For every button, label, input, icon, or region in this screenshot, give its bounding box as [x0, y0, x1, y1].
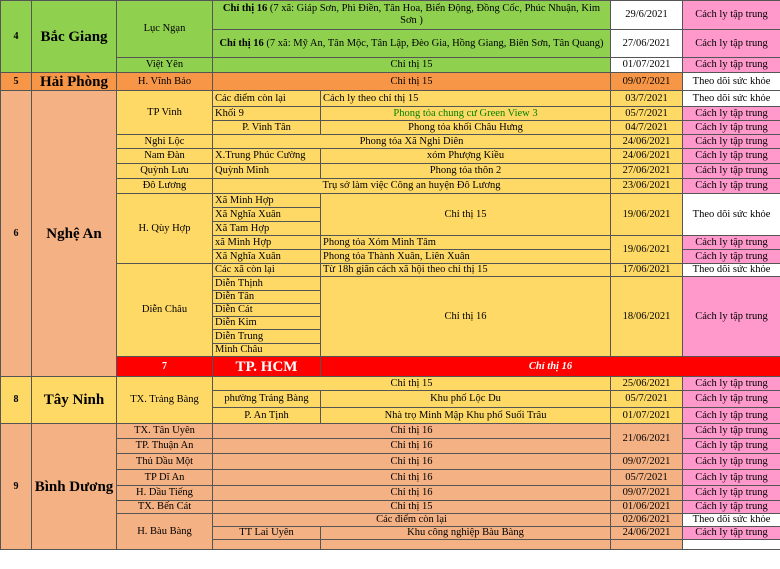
district-name: Lục Ngạn: [117, 1, 213, 58]
measure-cell: Phong tỏa Thành Xuân, Liên Xuân: [321, 250, 611, 264]
date-cell: 27/06/2021: [611, 164, 683, 179]
date-cell: 24/06/2021: [611, 135, 683, 149]
status-cell: Theo dõi sức khỏe: [683, 194, 780, 236]
status-cell: Cách ly tập trung: [683, 454, 780, 470]
province-name: Bắc Giang: [32, 1, 117, 73]
date-cell: 17/06/2021: [611, 264, 683, 277]
date-cell: 21/06/2021: [611, 424, 683, 454]
date-cell: 01/07/2021: [611, 408, 683, 424]
district-name: TP Dĩ An: [117, 470, 213, 486]
date-cell: 18/06/2021: [611, 277, 683, 357]
measure-cell: Phong tỏa Xóm Minh Tâm: [321, 236, 611, 250]
district-name: TX. Trảng Bàng: [117, 377, 213, 424]
status-cell: Cách ly tập trung: [683, 107, 780, 121]
date-cell: 01/06/2021: [611, 501, 683, 514]
measure-cell: Cách ly theo chỉ thị 15: [321, 91, 611, 107]
district-name: Đô Lương: [117, 179, 213, 194]
measure-cell: Trụ sở làm việc Công an huyện Đô Lương: [213, 179, 611, 194]
measure-cell: Chỉ thị 15: [213, 73, 611, 91]
measure-cell: Phong tỏa thôn 2: [321, 164, 611, 179]
date-cell: 24/06/2021: [611, 149, 683, 164]
area-cell: Các điểm còn lại: [213, 91, 321, 107]
measure-cell: Chỉ thị 15: [213, 377, 611, 391]
date-cell: 19/06/2021: [611, 194, 683, 236]
status-cell: Cách ly tập trung: [683, 164, 780, 179]
province-name: Nghệ An: [32, 91, 117, 377]
status-cell: Theo dõi sức khỏe: [683, 91, 780, 107]
status-cell: Cách ly tập trung: [683, 501, 780, 514]
date-cell: 25/06/2021: [611, 377, 683, 391]
district-name: Quỳnh Lưu: [117, 164, 213, 179]
status-cell: Cách ly tập trung: [683, 30, 780, 58]
date-cell: 04/7/2021: [611, 121, 683, 135]
date-cell: 05/7/2021: [611, 470, 683, 486]
district-name: Nghi Lộc: [117, 135, 213, 149]
measure-cell: Khu phố Lộc Du: [321, 391, 611, 408]
district-name: TX. Tân Uyên: [117, 424, 213, 439]
measure-cell: Chỉ thị 16 (7 xã: Mỹ An, Tân Mộc, Tân Lập, Đèo Gia, Hồng Giang, Biên Sơn, Tân Quang): [213, 30, 611, 58]
district-name: TX. Bến Cát: [117, 501, 213, 514]
status-cell: Cách ly tập trung: [683, 236, 780, 250]
province-name: Hải Phòng: [32, 73, 117, 91]
area-cell: Xã Minh Hợp: [213, 194, 321, 208]
status-cell: Cách ly tập trung: [683, 58, 780, 73]
district-name: H. Vĩnh Bảo: [117, 73, 213, 91]
measure-cell: Từ 18h giãn cách xã hội theo chỉ thị 15: [321, 264, 611, 277]
status-cell: Theo dõi sức khỏe: [683, 264, 780, 277]
date-cell: 27/06/2021: [611, 30, 683, 58]
measure-cell: Chỉ thị 16: [321, 277, 611, 357]
row-number: 4: [1, 1, 32, 73]
date-cell: 02/06/2021: [611, 514, 683, 527]
measure-cell: Chỉ thị 16: [213, 454, 611, 470]
area-cell: Diễn Tân: [213, 291, 321, 304]
measure-cell: Chỉ thị 16: [213, 439, 611, 454]
status-cell: Cách ly tập trung: [683, 277, 780, 357]
date-cell: 09/07/2021: [611, 73, 683, 91]
measure-cell: Khu công nghiệp Bàu Bàng: [321, 527, 611, 540]
status-cell: Cách ly tập trung: [683, 377, 780, 391]
row-number: 8: [1, 377, 32, 424]
area-cell: phường Trảng Bàng: [213, 391, 321, 408]
status-cell: Cách ly tập trung: [683, 391, 780, 408]
status-cell: Theo dõi sức khỏe: [683, 73, 780, 91]
area-cell: P. Vinh Tân: [213, 121, 321, 135]
date-cell: 03/7/2021: [611, 91, 683, 107]
measure-cell: Chỉ thị 16: [213, 424, 611, 439]
district-name: Nam Đàn: [117, 149, 213, 164]
status-cell: Cách ly tập trung: [683, 527, 780, 540]
area-cell: Khối 9: [213, 107, 321, 121]
row-number: 7: [117, 357, 213, 377]
measure-cell: xóm Phượng Kiều: [321, 149, 611, 164]
district-name: H. Qùy Hợp: [117, 194, 213, 264]
measure-cell: Phong tỏa chung cư Green View 3: [321, 107, 611, 121]
district-name: H. Dầu Tiếng: [117, 486, 213, 501]
status-cell: Cách ly tập trung: [683, 486, 780, 501]
area-cell: Các xã còn lại: [213, 264, 321, 277]
area-cell: Diễn Thịnh: [213, 277, 321, 291]
status-cell: Cách ly tập trung: [683, 424, 780, 439]
area-cell: Diễn Trung: [213, 330, 321, 344]
status-cell: Cách ly tập trung: [683, 470, 780, 486]
district-name: Diễn Châu: [117, 264, 213, 357]
measure-cell: Nhà trọ Minh Mập Khu phố Suối Trâu: [321, 408, 611, 424]
area-cell: Diễn Kim: [213, 317, 321, 330]
status-cell: Cách ly tập trung: [683, 250, 780, 264]
area-cell: Xã Nghĩa Xuân: [213, 208, 321, 222]
measure-cell: Chỉ thị 16 (7 xã: Giáp Sơn, Phì Điền, Tân Hoa, Biển Động, Đồng Cốc, Phúc Nhuận, Kim Sơn ): [213, 1, 611, 30]
date-cell: 09/07/2021: [611, 454, 683, 470]
date-cell: 23/06/2021: [611, 179, 683, 194]
area-cell: X.Trung Phúc Cường: [213, 149, 321, 164]
area-cell: Xã Nghĩa Xuân: [213, 250, 321, 264]
measure-cell: Chỉ thị 15: [213, 501, 611, 514]
status-cell: Cách ly tập trung: [683, 121, 780, 135]
province-name: Tây Ninh: [32, 377, 117, 424]
date-cell: 01/07/2021: [611, 58, 683, 73]
status-cell: Cách ly tập trung: [683, 439, 780, 454]
row-number: 6: [1, 91, 32, 377]
district-name: H. Bàu Bàng: [117, 514, 213, 550]
area-cell: Diễn Cát: [213, 304, 321, 317]
date-cell: 05/7/2021: [611, 391, 683, 408]
row-number: 5: [1, 73, 32, 91]
date-cell: 19/06/2021: [611, 236, 683, 264]
province-name: Bình Dương: [32, 424, 117, 550]
area-cell: Quỳnh Minh: [213, 164, 321, 179]
status-cell: Theo dõi sức khỏe: [683, 514, 780, 527]
measure-cell: Chỉ thị 16: [213, 470, 611, 486]
date-cell: 24/06/2021: [611, 527, 683, 540]
district-name: TP Vinh: [117, 91, 213, 135]
status-cell: Cách ly tập trung: [683, 1, 780, 30]
date-cell: 05/7/2021: [611, 107, 683, 121]
row-number: 9: [1, 424, 32, 550]
area-cell: Minh Châu: [213, 344, 321, 357]
district-name: TP. Thuận An: [117, 439, 213, 454]
area-cell: P. An Tịnh: [213, 408, 321, 424]
measure-cell: Chỉ thị 16: [321, 357, 780, 377]
status-cell: Cách ly tập trung: [683, 149, 780, 164]
measure-cell: Phong tỏa Xã Nghi Diên: [213, 135, 611, 149]
status-cell: Cách ly tập trung: [683, 135, 780, 149]
measure-cell: Chỉ thị 15: [213, 58, 611, 73]
measure-cell: Chỉ thị 16: [213, 486, 611, 501]
status-cell: Cách ly tập trung: [683, 179, 780, 194]
status-cell: Cách ly tập trung: [683, 408, 780, 424]
province-name: TP. HCM: [213, 357, 321, 377]
area-cell: TT Lai Uyên: [213, 527, 321, 540]
date-cell: 09/07/2021: [611, 486, 683, 501]
district-name: Việt Yên: [117, 58, 213, 73]
area-cell: xã Minh Hợp: [213, 236, 321, 250]
date-cell: 29/6/2021: [611, 1, 683, 30]
district-name: Thủ Dầu Một: [117, 454, 213, 470]
measure-cell: Chỉ thị 15: [321, 194, 611, 236]
measure-cell: Phong tỏa khối Châu Hưng: [321, 121, 611, 135]
measure-cell: Các điểm còn lại: [213, 514, 611, 527]
area-cell: Xã Tam Hợp: [213, 222, 321, 236]
